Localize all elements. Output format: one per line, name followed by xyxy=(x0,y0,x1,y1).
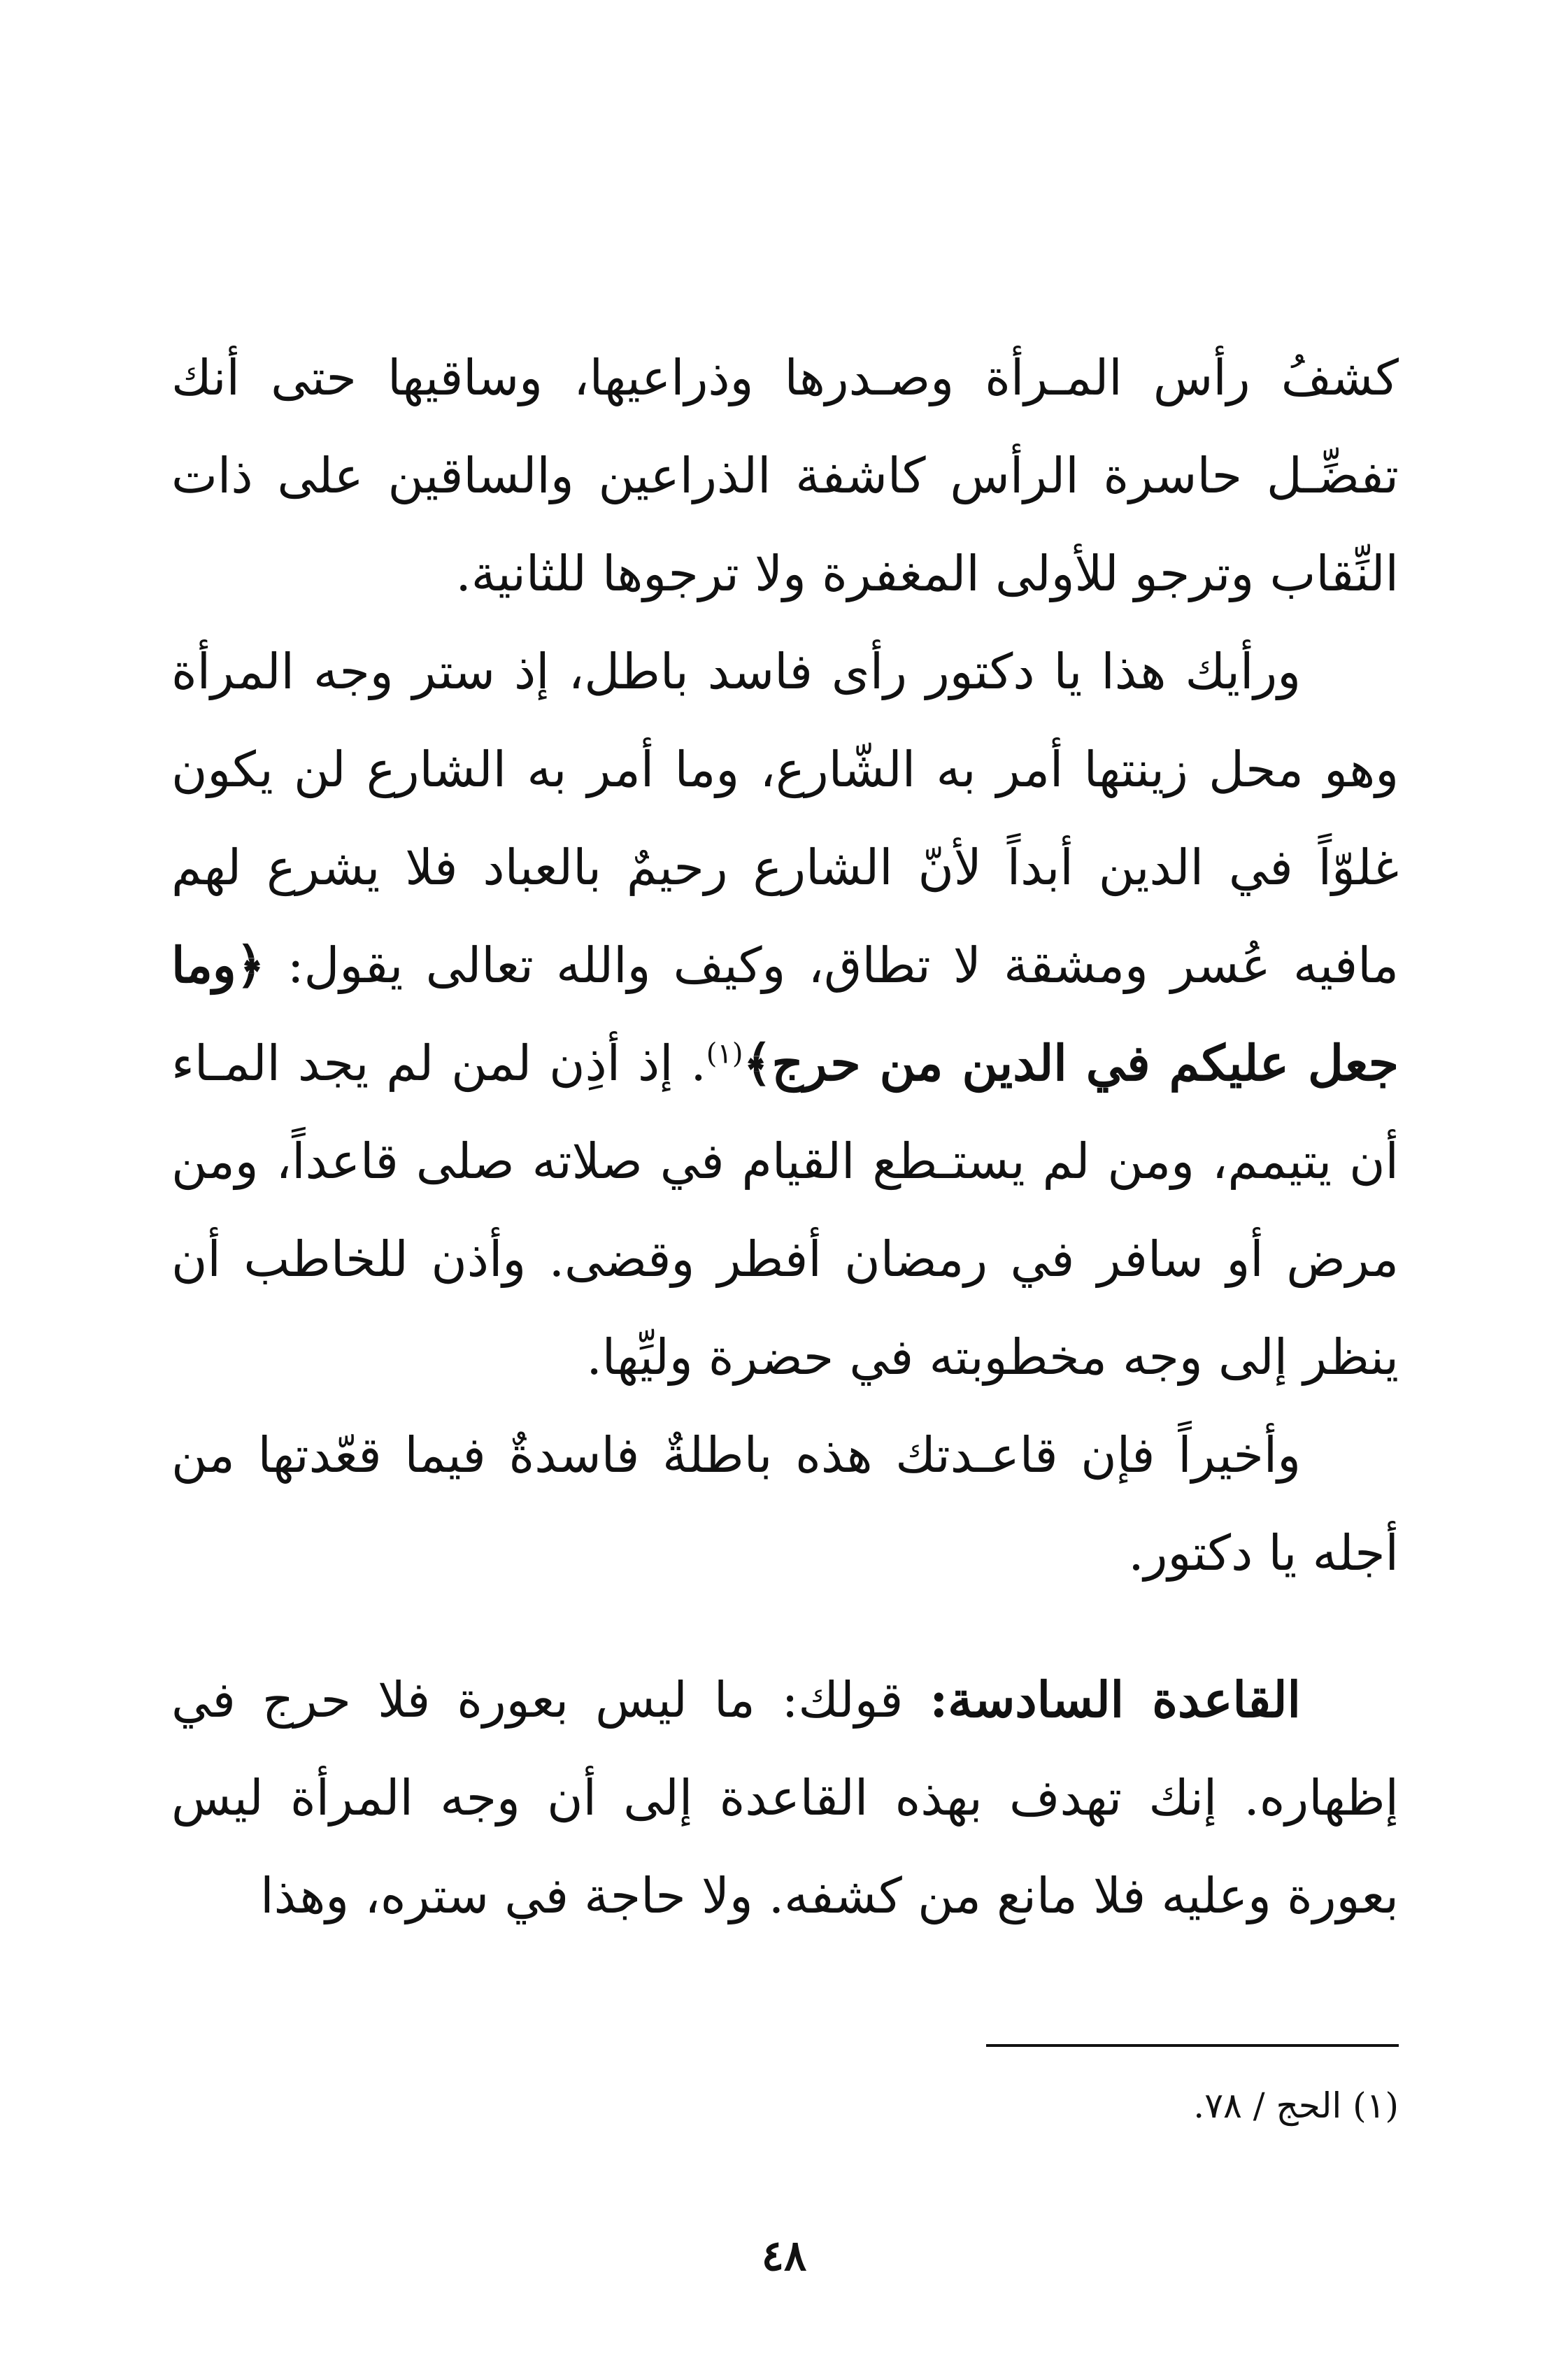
footnote-divider xyxy=(986,2044,1399,2047)
paragraph-2-continuation: . إذ أذِن لمن لم يجد المـاء أن يتيمم، ومن لم يستـطع القيام في صلاته صلى قاعداً، ومن مرض أو سافر في رمضان أفطر وقضى. وأذن للخاطب أن ينظر إلى وجه مخطوبته في حضرة وليِّها. xyxy=(171,1035,1399,1386)
paragraph-1: كشفُ رأس المـرأة وصـدرها وذراعيها، وساقيها حتى أنك تفضِّـل حاسرة الرأس كاشفة الذراعين والساقين على ذات النِّقاب وترجو للأولى المغفرة ولا ترجوها للثانية. xyxy=(171,349,1399,602)
main-text xyxy=(171,329,1399,1945)
paragraph-2 xyxy=(171,623,1399,1406)
quran-quote: ﴿وما جعل عليكم في الدين من حرج﴾ xyxy=(171,936,1399,1092)
paragraph-4-text: قولك: ما ليس بعورة فلا حرج في إظهاره. إنك تهدف بهذه القاعدة إلى أن وجه المرأة ليس بعورة وعليه فلا مانع من كشفه. ولا حاجة في ستره، وهذا xyxy=(171,1671,1399,1924)
paragraph-3: وأخيراً فإن قاعـدتك هذه باطلةٌ فاسدةٌ فيما قعّدتها من أجله يا دكتور. xyxy=(171,1426,1399,1582)
page-number: ٤٨ xyxy=(761,2232,807,2281)
paragraph-4 xyxy=(171,1651,1399,1945)
footnote-reference: (١) xyxy=(706,1037,743,1070)
section-gap xyxy=(171,1602,1399,1651)
section-heading: القاعدة السادسة: xyxy=(929,1671,1301,1729)
paragraph-2-opening: ورأيك هذا يا دكتور رأى فاسد باطل، إذ ستر وجه المرأة وهو محل زينتها أمر به الشّارع، وما أمر به الشارع لن يكون غلوّاً في الدين أبداً لأنّ الشارع رحيمٌ بالعباد فلا يشرع لهم مافيه عُسر ومشقة لا تطاق، وكيف والله تعالى يقول: xyxy=(171,643,1399,994)
footnote: (١) الحج / ٧٨. xyxy=(1193,2085,1399,2126)
